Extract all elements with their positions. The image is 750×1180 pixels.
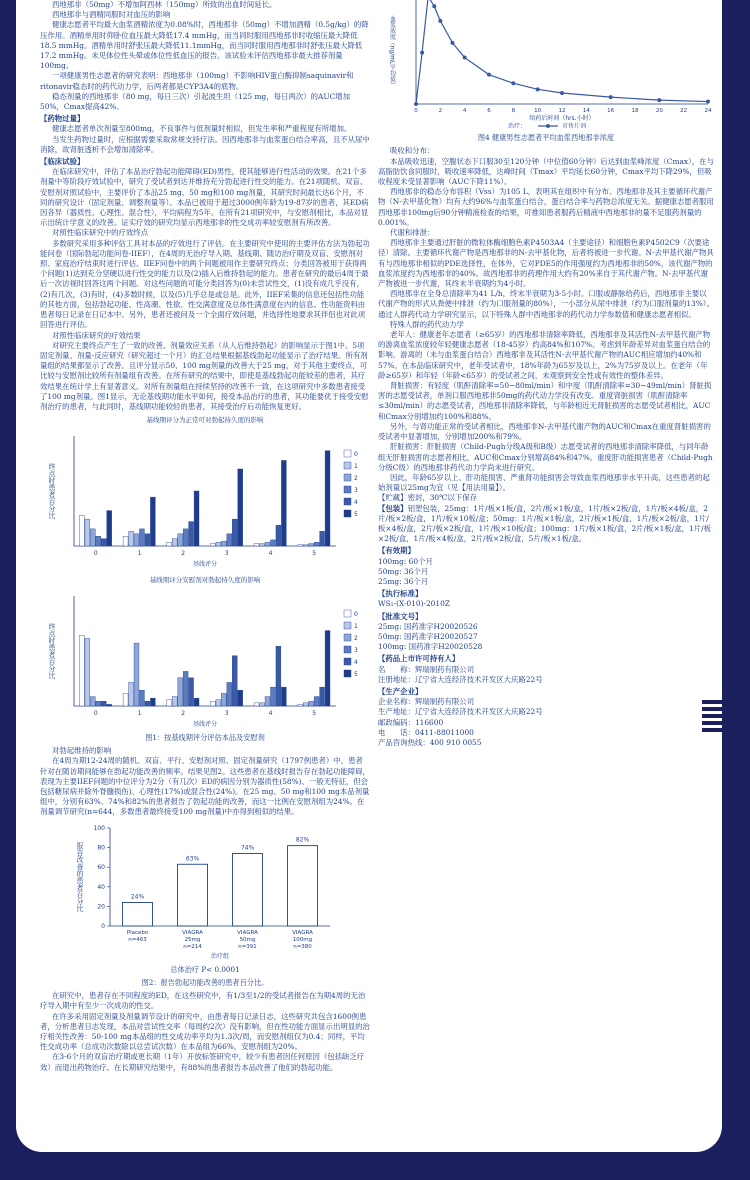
x-tick-label: n=463 (128, 936, 147, 943)
paragraph: 因此，年龄65岁以上、肝功能损害、严重肾功能损害会导致血浆西地那非水平升高，这些患者的起始剂量以25mg为宜（见【用法用量】）。 (378, 472, 710, 493)
legend-label: 4 (354, 499, 358, 507)
data-point (487, 73, 491, 77)
holder-item: 名 称：辉瑞制药有限公司 (378, 664, 475, 674)
bar (238, 469, 243, 546)
legend-swatch (344, 462, 351, 469)
x-tick-label: 22 (680, 108, 688, 114)
decorative-stripes (702, 700, 722, 735)
legend-label: 2 (354, 475, 358, 483)
bar (172, 539, 177, 546)
data-point (609, 95, 613, 99)
legend-label: 治疗： (508, 123, 527, 128)
bar (189, 522, 194, 546)
x-tick-label: 2 (181, 550, 186, 558)
data-point (536, 87, 540, 91)
x-tick-label: 1 (137, 550, 142, 558)
x-tick-label: 25mg (184, 936, 201, 943)
data-point (706, 100, 710, 104)
bar (167, 543, 172, 547)
bar (96, 537, 101, 547)
bar (79, 516, 84, 547)
bar (101, 701, 106, 706)
x-tick-label: 5 (312, 550, 317, 558)
legend-label: 5 (354, 670, 358, 678)
legend-swatch (344, 658, 351, 665)
x-tick-label: n=214 (183, 943, 202, 950)
x-tick-label: 6 (487, 108, 491, 114)
bar (85, 519, 90, 546)
legend-label: 0 (354, 451, 358, 459)
bar (320, 532, 325, 547)
x-tick-label: 14 (582, 108, 590, 114)
paragraph: 西地那非（50mg）不增加阿西林（150mg）所致的出血时间延长。 (52, 0, 277, 9)
bar (232, 519, 237, 546)
y-tick-label: 80 (97, 844, 105, 852)
legend-marker (546, 124, 550, 128)
legend-label: 市售片剂 (562, 123, 587, 128)
pk-line-chart (378, 0, 714, 128)
bar (140, 529, 145, 546)
bar (85, 638, 90, 706)
data-point (463, 56, 467, 60)
x-tick-label: 4 (268, 709, 273, 717)
bar (183, 671, 188, 706)
bar (150, 698, 155, 706)
x-tick-label: 100mg (292, 936, 313, 943)
bar (210, 701, 215, 706)
leaflet-page (16, 0, 722, 1152)
paragraph: 稳态剂量的西地那非（80 mg，每日三次）引起波生坦（125 mg，每日两次）的AUC增加50%，Cmax提高42%。 (40, 91, 351, 112)
legend-label: 2 (354, 634, 358, 642)
bar (194, 698, 199, 706)
bar (281, 687, 286, 706)
paragraph: 老年人：健康老年志愿者（≥65岁）的西地那非清除率降低，西地那非及其活性N-去甲基代谢产物的游离血浆浓度较年轻健康志愿者（18-45岁）约高84%和107%。考虑到年龄差异对血浆蛋白结合的影响，游离的（未与血浆蛋白结合）西地那非及其活性N-去甲基代谢产物的AUC相应增加约40%和57%。在本品临床研究中，老年受试者中，18%年龄为65岁及以上，2%为75岁及以上。在老年（年龄≥65岁）和年轻（年龄<65岁）的受试者之间，未观察到安全性或有效性的整体差异。 (378, 330, 711, 380)
x-tick-label: 20 (655, 108, 663, 114)
bar (129, 682, 134, 706)
bar (194, 491, 199, 546)
paragraph: 健康志愿者单次剂量至800mg，不良事件与低剂量时相似，但发生率和严重程度有所增加。 (52, 124, 352, 134)
bar (221, 541, 226, 546)
bar (107, 704, 112, 706)
bar (233, 853, 263, 926)
paragraph: 特殊人群的药代动力学 (390, 319, 464, 329)
figure2-caption: 图2：报告勃起功能改善的患者百分比。 (141, 977, 269, 987)
data-point (438, 19, 442, 23)
paragraph: 另外，与肾功能正常的受试者相比，西地那非N-去甲基代谢产物的AUC和Cmax在重度肾脏损害的受试者中显著增加，分别增加200%和79%。 (378, 421, 711, 442)
legend-label: 1 (354, 622, 358, 630)
data-point (414, 102, 418, 106)
bar (178, 864, 208, 926)
x-tick-label: VIAGRA (237, 929, 258, 936)
y-axis-label: 终点时患者百分比 (48, 463, 56, 520)
bar (314, 543, 319, 547)
data-point (511, 81, 515, 85)
y-axis-label: 血浆浓度（ng/mL平均值） (388, 15, 396, 89)
maker-item: 产品咨询热线：400 910 0055 (378, 737, 482, 747)
x-tick-label: 5 (312, 709, 317, 717)
bar (254, 703, 259, 706)
paragraph: 在3-6个月的双盲治疗期或更长期（1年）开放标签研究中，较少有患者因任何原因（包括缺乏疗效）而退出药物治疗。在长期研究结果中，有88%的患者报告本品改善了他们的勃起功能。 (40, 1052, 365, 1072)
bar (271, 687, 276, 706)
paragraph: 西地那非主要通过肝脏的微粒体酶细胞色素P4503A4（主要途径）和细胞色素P4502C9（次要途径）清除。主要循环代谢产物是西地那非的N-去甲基化物，后者将被进一步代谢。N-去甲基代谢产物具有与西地那非相似的PDE选择性，在体外，它对PDE5的作用强度约为西地那非的50%，该代谢产物的血浆浓度约为西地那非的40%。故西地那非的药理作用大约有20%来自于其代谢产物。N-去甲基代谢产物被进一步代谢，其终末半衰期约为4小时。 (378, 238, 714, 289)
bar (271, 540, 276, 546)
bar (90, 529, 95, 546)
maker-item: 生产地址：辽宁省大连经济技术开发区大庆路22号 (378, 707, 543, 717)
y-tick-label: 60 (97, 863, 105, 871)
paragraph: 健康志愿者平均最大血浆酒精浓度为0.08%时，西地那非（50mg）不增加酒精（0.5g/kg）的降压作用。酒精单用时仰卧位血压最大降低17.4 mmHg，而当同时服用西地那非时收缩压最大降低18.5 mmHg。酒精单用时舒张压最大降低11.1mmHg，而当同时服用西地那非时舒张压最大降低17.2 mmHg。未见体位性头晕或体位性低血压的报告。该试验未评估西地那非最大推荐剂量100mg。 (40, 20, 369, 71)
bar (325, 451, 330, 546)
bar (145, 534, 150, 546)
paragraph: 一项健康男性志愿者的研究表明：西地那非（100mg）不影响HIV蛋白酶抑制saquinavir和ritonavir稳态时的药代动力学，后两者都是CYP3A4的底物。 (40, 71, 354, 91)
validity-item: 50mg: 36个月 (378, 566, 429, 576)
bar (309, 544, 314, 546)
x-tick-label: 50mg (239, 936, 256, 943)
chart1-title: 基线期评分为正常可对勃起持久度的影响 (146, 416, 264, 425)
bar (210, 544, 215, 546)
bar (134, 534, 139, 546)
bar (265, 543, 270, 547)
bar (281, 461, 286, 547)
x-tick-label: 3 (224, 709, 229, 717)
x-tick-label: 8 (511, 108, 516, 114)
x-axis-label: 基线评分 (192, 720, 218, 728)
x-tick-label: n=380 (293, 943, 312, 950)
x-tick-label: 4 (462, 108, 467, 114)
maker-item: 企业名称：辉瑞制药有限公司 (378, 697, 475, 707)
holder-item: 注册地址：辽宁省大连经济技术开发区大庆路22号 (378, 674, 543, 684)
approval-item: 50mg: 国药准字H20020527 (378, 631, 478, 641)
standard-heading: 【执行标准】 (378, 589, 423, 599)
paragraph: 当发生药物过量时，应根据需要采取常规支持疗法。因西地那非与血浆蛋白结合率高，且不从尿中消除，故肾脏透析不会增加清除率。 (40, 134, 370, 154)
legend-label: 1 (354, 463, 358, 471)
bar (232, 655, 237, 705)
data-point (657, 98, 661, 102)
y-tick-label: 0 (101, 922, 105, 930)
bar (298, 545, 303, 546)
legend-label: 3 (354, 646, 358, 654)
maker-item: 邮政编码：116600 (378, 717, 444, 727)
bar (178, 534, 183, 546)
x-tick-label: 18 (631, 108, 639, 114)
x-tick-label: 0 (93, 550, 98, 558)
legend-swatch (344, 510, 351, 517)
legend-swatch (344, 474, 351, 481)
bar (129, 532, 134, 547)
bar (303, 703, 308, 706)
chart3-bar-chart (40, 818, 370, 960)
x-tick-label: 24 (704, 108, 712, 114)
legend-label: 5 (354, 511, 358, 519)
clinical-trial-heading: 【临床试验】 (40, 157, 85, 167)
bar (123, 537, 128, 547)
legend-swatch (344, 646, 351, 653)
x-tick-label: 0 (414, 108, 418, 114)
legend-swatch (344, 498, 351, 505)
package-heading: 【包装】 (378, 503, 408, 513)
bar (216, 699, 221, 705)
bar (221, 693, 226, 706)
validity-heading: 【有效期】 (378, 546, 415, 556)
data-point (432, 4, 436, 8)
paragraph: 在临床研究中，评估了本品治疗勃起功能障碍(ED)男性，使其能够进行性活动的效果。在21个多剂量中等阶段疗效试验中，研究了受试者到达并维持充分勃起进行性交的能力。在21项随机、双盲、安慰剂对照试验中，主要评价了本品25 mg、50 mg和100 mg剂量，其研究时间最长达6个月，不同的研究设计（固定剂量、调整剂量等）。本品已被用于超过3000例年龄为19-87岁的患者，其ED病因各异（器质性、心理性、混合性），平均病程为5年。在所有21项研究中，与安慰剂相比，本品对显示出统计学意义的改善。证实疗效的研究均显示西地那非的性交成功率较安慰剂有所改善。 (40, 167, 369, 228)
paragraph: 对照性临床研究的疗效结果 (52, 330, 141, 340)
bar (134, 643, 139, 706)
bar-value-label: 82% (295, 836, 310, 844)
legend-swatch (344, 622, 351, 629)
bar-value-label: 24% (130, 893, 145, 901)
bar (276, 646, 281, 706)
bar (79, 635, 84, 706)
paragraph: 吸收和分布： (390, 146, 435, 156)
legend-swatch (344, 450, 351, 457)
paragraph: 在4周为期12-24周的随机、双盲、平行、安慰剂对照、固定剂量研究（1797例患者）中，患者针对在随访期间能够在勃起功能改善的频率。结果见图2。这些患者在基线时报告存在勃起功能障碍，表现为主要IIEF问题的中位评分为2分（有几次）ED的病因分别为器质性(58%)、一般无特征，但会包括糖尿病并除外脊髓损伤)、心理性(17%)或混合性(24%)。在25 mg、50 mg和100 mg本品剂量组中，分别有63%、74%和82%的患者报告了勃起功能的改善，而这一比例在安慰剂组为24%。在剂量调节研究(n=644，多数患者最终接受100 mg剂量)中亦得到相似的结果。 (40, 756, 370, 817)
paragraph: 对照性临床研究中的疗效终点 (52, 228, 149, 238)
x-tick-label: 0 (93, 709, 98, 717)
bar (150, 497, 155, 546)
bar (123, 693, 128, 706)
bar-value-label: 74% (240, 844, 255, 852)
validity-item: 25mg: 36个月 (378, 576, 429, 586)
bar (227, 682, 232, 706)
bar (96, 701, 101, 706)
bar (140, 690, 145, 706)
bar (265, 696, 270, 705)
y-axis-label: 报告改善的患者百分比 (76, 841, 84, 912)
x-tick-label: 2 (438, 108, 443, 114)
paragraph: 在许多采用固定剂量及剂量调节设计的研究中，由患者每日记录日志，这些研究共包含1600例患者，分析患者日志发现，本品对尝试性交率（每周约2次）没有影响，但在性功能方面显示出明显的治疗相关性改善：50-100 mg本品组的性交成功率平均为1.3次/周，而安慰剂组仅为0.4；同样，平均性交成功率（总成功次数除以总尝试次数）在本品组为66%，安慰剂组为20%。 (40, 1011, 370, 1052)
chart2-title: 基线期评分安慰剂对勃起持久度的影响 (149, 575, 261, 584)
bar (309, 701, 314, 706)
paragraph: 西地那非的稳态分布容积（Vss）为105 L，表明其在组织中有分布。西地那非及其主要循环代谢产物（N-去甲基化物）均有大约96%与血浆蛋白结合，蛋白结合率与药物总浓度无关。据健康志愿者服用西地那非100mg后90分钟精液检查的结果，可推知患者服药后精液中西地那非的量不足服药剂量的0.001%。 (378, 187, 714, 227)
x-tick-label: 16 (607, 108, 615, 114)
paragraph: 本品吸收迅速，空腹状态下口服30至120分钟（中位值60分钟）后达到血浆峰浓度（Cmax），在与高脂肪饮食同服时，吸收速率降低，达峰时间（Tmax）平均延长60分钟，Cmax平均下降29%，但吸收程度未受显著影响（AUC下降11%）。 (378, 156, 714, 187)
x-tick-label: 3 (224, 550, 229, 558)
data-point (451, 41, 455, 45)
bar (145, 701, 150, 706)
bar (325, 630, 330, 705)
bar (123, 902, 153, 926)
chart1-bar-chart (40, 428, 370, 568)
series-line (416, 0, 708, 104)
maker-item: 电 话：0411-88011000 (378, 727, 474, 737)
bar (298, 704, 303, 706)
bar (320, 687, 325, 706)
approval-item: 25mg: 国药准字H20020526 (378, 621, 478, 631)
bar (314, 696, 319, 705)
bar (303, 545, 308, 546)
y-tick-label: 20 (97, 902, 105, 910)
bar (183, 529, 188, 546)
figure4-caption: 图4 健康男性志愿者平均血浆西地那非浓度 (477, 133, 615, 143)
right-column (378, 0, 714, 748)
x-axis-label: 基线评分 (192, 561, 218, 569)
storage-line: 【贮藏】密封，30℃以下保存 (378, 493, 477, 503)
paragraph: 肾脏损害：有轻度（肌酐清除率=50~80ml/min）和中度（肌酐清除率=30~49ml/min）肾脏损害的志愿受试者，单剂口服西地那非50mg的药代动力学没有改变。重度肾脏损害（肌酐清除率≤30ml/min）的志愿受试者，西地那非清除率降低，与年龄相近无肾脏损害的志愿受试者相比，AUC和Cmax分别增加约100%和88%。 (378, 381, 712, 421)
paragraph: 对勃起维持的影响 (52, 746, 112, 756)
x-tick-label: VIAGRA (292, 929, 313, 936)
bar (238, 690, 243, 706)
x-tick-label: 12 (558, 108, 566, 114)
bar (276, 526, 281, 547)
bar (90, 696, 95, 705)
figure1-caption: 图1：按基线期评分评估本品及安慰剂 (145, 732, 265, 742)
bar (189, 677, 194, 705)
legend-label: 3 (354, 487, 358, 495)
legend-swatch (344, 610, 351, 617)
bar (178, 677, 183, 705)
x-axis-label: 治疗组 (210, 952, 230, 960)
bar (260, 544, 265, 546)
legend-swatch (344, 634, 351, 641)
x-tick-label: 2 (181, 709, 186, 717)
paragraph: 代谢和排泄： (390, 228, 435, 238)
bar (254, 544, 259, 546)
legend-label: 4 (354, 658, 358, 666)
x-tick-label: 1 (137, 709, 142, 717)
bar (288, 845, 318, 925)
standard-text: WS₁-(X-010)-2010Z (378, 599, 450, 609)
validity-item: 100mg: 60个月 (378, 556, 433, 566)
overdose-heading: 【药物过量】 (40, 114, 85, 124)
bar (216, 543, 221, 547)
approval-item: 100mg: 国药准字H20020528 (378, 642, 483, 652)
paragraph: 西地那非在全身总清除率为41 L/h，终末半衰期为3-5小时。口服或静脉给药后，西地那非主要以代谢产物的形式从粪便中排泄（约为口服剂量的80%），一小部分从尿中排泄（约为口服剂量的13%）。通过人群药代动力学研究显示，以下特殊人群中西地那非的药代动力学参数值和健康志愿者相似。 (378, 289, 714, 319)
bar (167, 699, 172, 705)
bar (101, 539, 106, 546)
x-tick-label: n=391 (238, 943, 257, 950)
x-tick-label: Placebo (126, 929, 149, 936)
y-tick-label: 40 (97, 883, 105, 891)
data-point (560, 91, 564, 95)
paragraph: 肝脏损害：肝脏损害（Child-Pugh分级A级和B级）志愿受试者的西地那非清除率降低，与同年龄组无肝脏损害的志愿者相比，AUC和Cmax分别增高84%和47%。重度肝功能损害患者（Child-Pugh分级C级）的西地那非药代动力学尚未进行研究。 (378, 442, 713, 472)
legend-swatch (344, 670, 351, 677)
chart2-bar-chart (40, 588, 370, 728)
x-tick-label: 10 (534, 108, 542, 114)
legend-label: 0 (354, 610, 358, 618)
x-tick-label: 4 (268, 550, 273, 558)
bar (172, 696, 177, 705)
bar (107, 511, 112, 546)
paragraph: 在研究中，患者存在不同程度的ED，在这些研究中，有1/3至1/2的受试者报告在为期4周的无治疗导入期中有至少一次成功的性交。 (40, 991, 366, 1011)
package-text: 铝塑包装，25mg：1片/板×1板/盒，2片/板×1板/盒，1片/板×2板/盒，1片/板×4板/盒，2片/板×2板/盒，1片/板×10板/盒；50mg：1片/板×1板/盒，2片/板×1板/盒，1片/板×2板/盒，1片/板×4板/盒，2片/板×2板/盒，1片/板×10板/盒；100mg：1片/板×1板/盒，2片/板×1板/盒，1片/板×2板/盒，1片/板×4板/盒，2片/板×2板/盒，5片/板×1板/盒。 (378, 503, 711, 544)
approval-heading: 【批准文号】 (378, 611, 423, 621)
x-tick-label: VIAGRA (182, 929, 203, 936)
paragraph: 对研究主要终点产生了一致的改善。剂量效应关系（从人后维持勃起）的影响显示于图1中。5项固定剂量、剂量-反应研究（研究超过一个月）的汇总结果根据基线勃起功能显示了治疗结果。所有剂量组的结果都显示了改善。且评分显示50、100 mg剂量的改善大于25 mg，对于其他主要终点，可比较与安慰剂比较所有剂量组有改善。在所有研究的结果中，即使是基线勃起功能较差的患者，其疗效结果在统计学上有显著意义。对所有剂量组在持续坚持的改善不一致，在这项研究中多数患者接受了100 mg剂量。图1显示，无论基线期功能水平如何，接受本品治疗的患者，其功能要优于接受安慰剂治疗的患者，与此同时，基线期功能较轻的患者，其接受治疗后功能恢复更好。 (40, 340, 369, 411)
left-column (40, 0, 370, 1073)
bar (260, 703, 265, 706)
legend-swatch (344, 486, 351, 493)
figure2-pvalue: 总体治疗 P< 0.0001 (170, 964, 240, 974)
y-tick-label: 100 (93, 824, 105, 832)
paragraph: 多数研究采用多种评估工具对本品的疗效进行了评估。在主要研究中使用的主要评估方法为勃起功能问卷（国际勃起功能问卷-IIEF），在4周的无治疗导入期、基线期、随访治疗期及双盲、安慰剂对照、家庭治疗结束时进行评估。IIEF问卷中的两个问题被用作主要研究终点；分类回答被用于获得两个问题(1)达到充分坚硬以进行性交的能力以及(2)插入后维持勃起的能力。患者在研究的最后4周于最后一次访视时回答这两个问题。对这些问题的可能分类回答为(0)未尝试性交，(1)没有成几乎没有，(2)有几次，(3)有时，(4)多数时候，以及(5)几乎总是或总是。此外，IIEF采集的信息还包括性功能的其他方面，包括勃起功能、性高潮、性欲、性交满意度及总体性满意度在内的信息。性功能资料由患者每日记录在日记本中。另外，患者还被问及一个全面疗效问题，并选择性地要求其伴侣也对此项回答进行评估。 (40, 238, 370, 330)
maker-heading: 【生产企业】 (378, 686, 423, 696)
y-axis-label: 终点时患者百分比 (48, 622, 56, 679)
holder-heading: 【药品上市许可持有人】 (378, 654, 460, 664)
x-axis-label: 给药后时间（hrs.小时） (529, 115, 595, 122)
paragraph: 西地那非与酒精同服时对血压的影响 (52, 10, 171, 20)
bar-value-label: 63% (185, 854, 200, 862)
data-point (420, 51, 424, 55)
bar (227, 534, 232, 546)
